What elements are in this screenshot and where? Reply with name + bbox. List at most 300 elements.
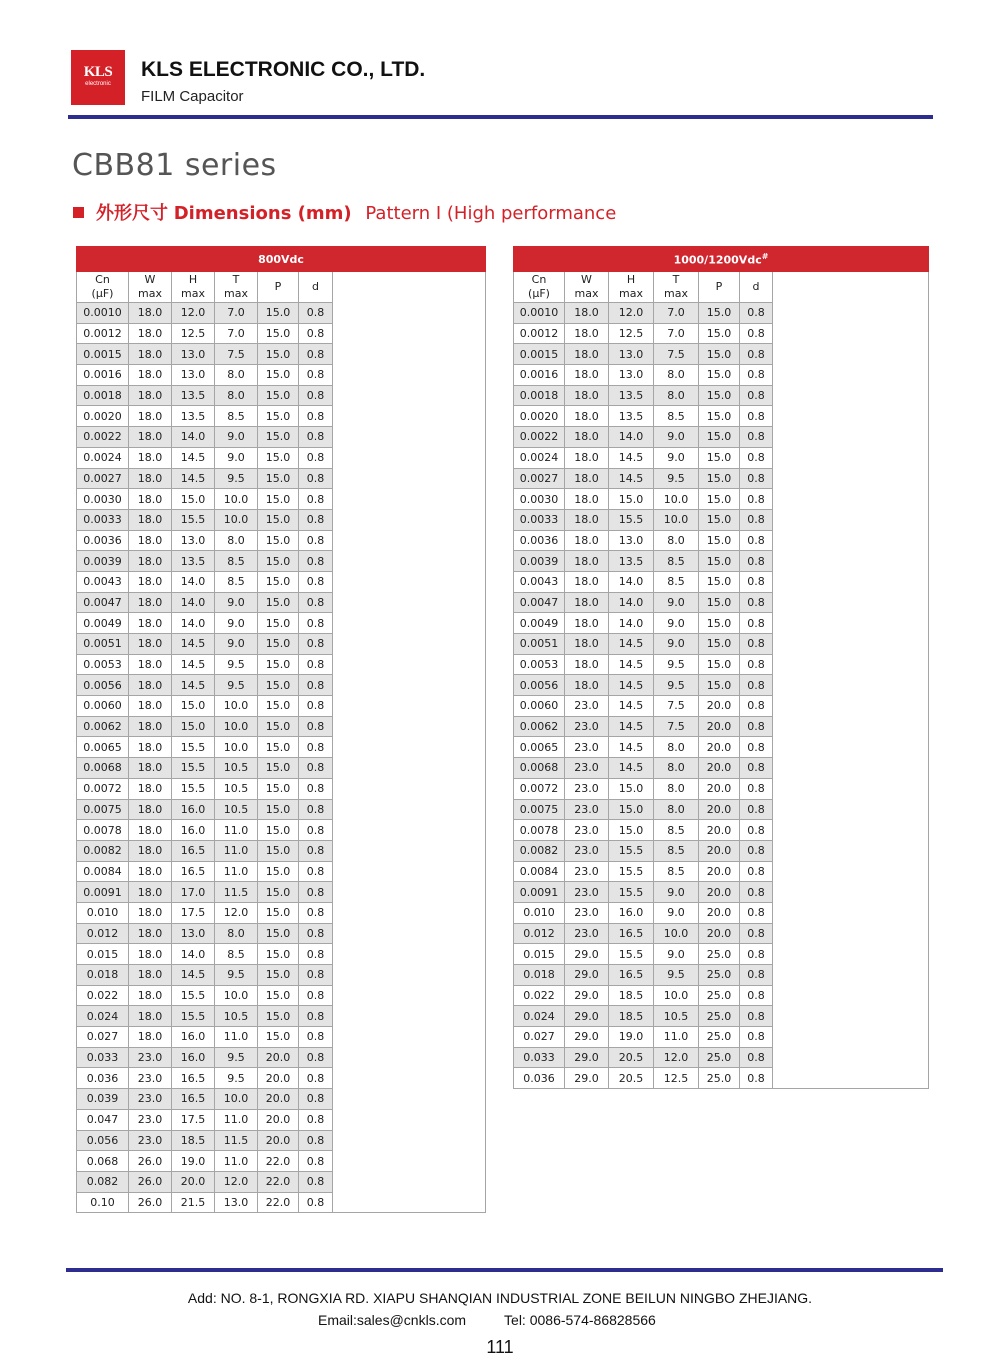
table-cell: 29.0 xyxy=(565,1047,609,1068)
table-cell: 15.0 xyxy=(258,613,299,634)
table-cell: 18.0 xyxy=(129,592,172,613)
table-row xyxy=(77,882,486,903)
blank-cell xyxy=(773,385,929,406)
column-header xyxy=(129,272,172,303)
voltage-header xyxy=(514,247,929,272)
table-cell: 0.010 xyxy=(514,902,565,923)
table-cell: 18.0 xyxy=(129,737,172,758)
table-cell: 25.0 xyxy=(699,1068,740,1089)
table-cell: 8.5 xyxy=(215,406,258,427)
table-cell: 15.0 xyxy=(609,799,654,820)
table-row xyxy=(514,1006,929,1027)
table-cell: 15.0 xyxy=(258,654,299,675)
blank-cell xyxy=(333,571,486,592)
table-cell: 20.0 xyxy=(699,778,740,799)
table-cell: 23.0 xyxy=(565,923,609,944)
table-cell: 25.0 xyxy=(699,944,740,965)
table-cell: 0.8 xyxy=(740,468,773,489)
table-cell: 15.5 xyxy=(172,509,215,530)
table-cell: 16.5 xyxy=(172,1089,215,1110)
table-cell: 25.0 xyxy=(699,965,740,986)
table-cell: 9.0 xyxy=(654,634,699,655)
table-cell: 18.0 xyxy=(565,468,609,489)
table-cell: 0.018 xyxy=(514,965,565,986)
footer-contact xyxy=(318,1312,656,1328)
table-cell: 10.0 xyxy=(215,696,258,717)
table-cell: 17.0 xyxy=(172,882,215,903)
table-row xyxy=(514,861,929,882)
blank-cell xyxy=(773,840,929,861)
table-row xyxy=(77,1109,486,1130)
table-cell: 0.056 xyxy=(77,1130,129,1151)
column-header-line2: max xyxy=(574,287,599,300)
table-cell: 9.0 xyxy=(654,902,699,923)
table-cell: 12.5 xyxy=(609,323,654,344)
section-label-cn: 外形尺寸 xyxy=(96,203,168,224)
table-cell: 0.0075 xyxy=(514,799,565,820)
table-cell: 18.0 xyxy=(129,406,172,427)
table-cell: 14.5 xyxy=(172,634,215,655)
table-row xyxy=(77,820,486,841)
column-header-line1: Cn xyxy=(95,273,110,286)
table-cell: 0.8 xyxy=(740,323,773,344)
column-header-line2: max xyxy=(138,287,162,300)
table-cell: 13.5 xyxy=(609,551,654,572)
table-cell: 14.0 xyxy=(172,592,215,613)
table-cell: 15.0 xyxy=(258,468,299,489)
table-row xyxy=(514,965,929,986)
table-cell: 16.5 xyxy=(609,923,654,944)
table-cell: 20.0 xyxy=(699,758,740,779)
table-cell: 20.0 xyxy=(699,799,740,820)
table-cell: 0.0056 xyxy=(514,675,565,696)
table-cell: 18.0 xyxy=(129,882,172,903)
blank-cell xyxy=(773,902,929,923)
table-cell: 0.8 xyxy=(299,1068,333,1089)
table-cell: 9.0 xyxy=(654,592,699,613)
table-cell: 0.0012 xyxy=(514,323,565,344)
table-cell: 18.0 xyxy=(565,344,609,365)
table-row xyxy=(514,654,929,675)
table-row xyxy=(77,344,486,365)
table-row xyxy=(77,571,486,592)
table-cell: 0.8 xyxy=(299,799,333,820)
table-cell: 0.8 xyxy=(740,799,773,820)
table-cell: 10.5 xyxy=(215,778,258,799)
table-cell: 15.5 xyxy=(609,861,654,882)
table-cell: 18.0 xyxy=(129,778,172,799)
table-cell: 15.0 xyxy=(699,571,740,592)
blank-cell xyxy=(333,1006,486,1027)
table-cell: 18.0 xyxy=(129,613,172,634)
table-cell: 11.5 xyxy=(215,882,258,903)
blank-cell xyxy=(333,385,486,406)
table-cell: 14.0 xyxy=(609,427,654,448)
table-cell: 0.012 xyxy=(77,923,129,944)
blank-cell xyxy=(333,985,486,1006)
table-cell: 18.0 xyxy=(129,427,172,448)
table-cell: 15.0 xyxy=(258,1027,299,1048)
table-cell: 10.0 xyxy=(215,489,258,510)
table-cell: 18.0 xyxy=(565,675,609,696)
table-row xyxy=(514,509,929,530)
blank-cell xyxy=(333,323,486,344)
table-cell: 0.8 xyxy=(299,675,333,696)
blank-cell xyxy=(333,509,486,530)
table-cell: 0.068 xyxy=(77,1151,129,1172)
table-cell: 0.8 xyxy=(299,985,333,1006)
table-cell: 18.0 xyxy=(129,1006,172,1027)
table-cell: 13.0 xyxy=(172,530,215,551)
table-row xyxy=(514,447,929,468)
table-cell: 15.0 xyxy=(258,799,299,820)
blank-cell xyxy=(773,489,929,510)
table-cell: 0.0072 xyxy=(77,778,129,799)
table-cell: 0.0072 xyxy=(514,778,565,799)
table-cell: 0.8 xyxy=(740,882,773,903)
table-cell: 13.5 xyxy=(172,385,215,406)
table-cell: 10.0 xyxy=(654,489,699,510)
table-cell: 18.0 xyxy=(565,634,609,655)
table-cell: 0.8 xyxy=(299,820,333,841)
table-cell: 22.0 xyxy=(258,1171,299,1192)
table-cell: 9.5 xyxy=(654,468,699,489)
blank-cell xyxy=(333,799,486,820)
table-cell: 0.8 xyxy=(740,758,773,779)
table-cell: 18.0 xyxy=(129,385,172,406)
table-cell: 0.0075 xyxy=(77,799,129,820)
table-row xyxy=(514,1068,929,1089)
table-cell: 22.0 xyxy=(258,1151,299,1172)
table-cell: 0.8 xyxy=(740,406,773,427)
table-row xyxy=(77,944,486,965)
table-cell: 15.0 xyxy=(258,882,299,903)
blank-cell xyxy=(333,406,486,427)
table-cell: 10.0 xyxy=(215,716,258,737)
table-cell: 0.0022 xyxy=(77,427,129,448)
table-row xyxy=(77,985,486,1006)
blank-cell xyxy=(773,654,929,675)
table-cell: 8.5 xyxy=(654,406,699,427)
table-cell: 15.0 xyxy=(609,778,654,799)
table-cell: 14.5 xyxy=(172,447,215,468)
table-cell: 0.0030 xyxy=(77,489,129,510)
table-cell: 14.5 xyxy=(609,696,654,717)
table-cell: 9.5 xyxy=(215,468,258,489)
blank-cell xyxy=(333,737,486,758)
table-cell: 10.0 xyxy=(215,737,258,758)
table-cell: 15.5 xyxy=(172,778,215,799)
table-cell: 16.5 xyxy=(172,861,215,882)
table-cell: 0.8 xyxy=(740,489,773,510)
table-cell: 13.0 xyxy=(172,365,215,386)
table-cell: 18.0 xyxy=(129,923,172,944)
table-cell: 0.0082 xyxy=(77,840,129,861)
table-cell: 8.5 xyxy=(215,551,258,572)
table-cell: 18.0 xyxy=(129,902,172,923)
table-cell: 0.0024 xyxy=(514,447,565,468)
blank-cell xyxy=(333,1151,486,1172)
blank-cell xyxy=(333,1192,486,1213)
table-cell: 18.0 xyxy=(129,530,172,551)
table-row xyxy=(514,571,929,592)
table-cell: 0.0015 xyxy=(77,344,129,365)
table-cell: 0.022 xyxy=(77,985,129,1006)
table-cell: 7.0 xyxy=(654,303,699,324)
table-row xyxy=(77,489,486,510)
table-cell: 8.0 xyxy=(654,365,699,386)
table-cell: 23.0 xyxy=(565,758,609,779)
table-cell: 20.0 xyxy=(699,737,740,758)
table-cell: 25.0 xyxy=(699,985,740,1006)
table-cell: 15.0 xyxy=(258,1006,299,1027)
table-row xyxy=(514,468,929,489)
column-header-line1: H xyxy=(188,273,198,286)
table-cell: 15.0 xyxy=(258,634,299,655)
table-cell: 0.8 xyxy=(299,303,333,324)
column-header-line2: (μF) xyxy=(91,287,114,300)
table-cell: 9.0 xyxy=(215,427,258,448)
table-cell: 0.8 xyxy=(740,985,773,1006)
table-cell: 0.8 xyxy=(299,551,333,572)
table-cell: 0.0068 xyxy=(514,758,565,779)
blank-cell xyxy=(773,303,929,324)
company-name: KLS ELECTRONIC CO., LTD. xyxy=(141,58,426,81)
table-cell: 20.0 xyxy=(699,902,740,923)
table-row xyxy=(514,840,929,861)
table-cell: 0.0049 xyxy=(77,613,129,634)
table-cell: 9.5 xyxy=(654,675,699,696)
table-row xyxy=(514,344,929,365)
table-cell: 8.5 xyxy=(654,820,699,841)
table-row xyxy=(514,758,929,779)
column-header-line1: W xyxy=(581,273,592,286)
table-cell: 7.5 xyxy=(654,344,699,365)
table-row xyxy=(514,551,929,572)
blank-cell xyxy=(773,1027,929,1048)
product-category: FILM Capacitor xyxy=(141,88,244,105)
table-row xyxy=(514,882,929,903)
table-row xyxy=(514,944,929,965)
table-cell: 9.0 xyxy=(215,592,258,613)
table-row xyxy=(514,406,929,427)
table-cell: 0.8 xyxy=(740,303,773,324)
table-cell: 14.0 xyxy=(172,613,215,634)
voltage-label: 1000/1200Vdc xyxy=(673,253,762,267)
table-cell: 15.0 xyxy=(699,551,740,572)
table-cell: 18.0 xyxy=(565,447,609,468)
table-row xyxy=(77,406,486,427)
table-cell: 0.0078 xyxy=(77,820,129,841)
blank-cell xyxy=(773,447,929,468)
blank-cell xyxy=(773,861,929,882)
table-cell: 15.0 xyxy=(699,323,740,344)
voltage-header: 800Vdc xyxy=(77,247,486,272)
table-cell: 18.0 xyxy=(129,985,172,1006)
table-cell: 0.8 xyxy=(740,571,773,592)
table-cell: 0.8 xyxy=(740,1027,773,1048)
blank-cell xyxy=(773,737,929,758)
table-row xyxy=(77,530,486,551)
table-cell: 15.0 xyxy=(699,406,740,427)
blank-cell xyxy=(333,634,486,655)
table-cell: 12.0 xyxy=(215,1171,258,1192)
table-cell: 0.8 xyxy=(299,923,333,944)
table-cell: 15.0 xyxy=(699,447,740,468)
column-header-line2: (μF) xyxy=(528,287,550,300)
table-cell: 14.5 xyxy=(172,965,215,986)
table-cell: 15.0 xyxy=(258,365,299,386)
blank-cell xyxy=(773,365,929,386)
table-cell: 0.036 xyxy=(77,1068,129,1089)
table-row xyxy=(77,1089,486,1110)
column-header xyxy=(172,272,215,303)
table-cell: 15.0 xyxy=(258,427,299,448)
table-cell: 15.0 xyxy=(258,716,299,737)
table-cell: 8.5 xyxy=(654,571,699,592)
table-cell: 0.0030 xyxy=(514,489,565,510)
table-cell: 0.8 xyxy=(299,758,333,779)
table-cell: 0.0047 xyxy=(77,592,129,613)
table-cell: 14.5 xyxy=(609,758,654,779)
table-cell: 16.0 xyxy=(172,1047,215,1068)
table-cell: 0.8 xyxy=(740,385,773,406)
blank-cell xyxy=(333,1109,486,1130)
table-cell: 29.0 xyxy=(565,985,609,1006)
column-header-line2: max xyxy=(619,287,643,300)
table-cell: 0.8 xyxy=(299,489,333,510)
table-row xyxy=(514,675,929,696)
blank-cell xyxy=(333,675,486,696)
table-cell: 0.0051 xyxy=(77,634,129,655)
table-cell: 0.8 xyxy=(299,1089,333,1110)
table-cell: 0.8 xyxy=(740,696,773,717)
table-cell: 0.8 xyxy=(299,654,333,675)
table-cell: 0.8 xyxy=(299,1130,333,1151)
table-cell: 0.8 xyxy=(299,902,333,923)
table-cell: 19.0 xyxy=(172,1151,215,1172)
table-row xyxy=(514,778,929,799)
blank-cell xyxy=(333,840,486,861)
table-cell: 7.0 xyxy=(654,323,699,344)
table-cell: 18.0 xyxy=(129,365,172,386)
table-cell: 13.0 xyxy=(172,344,215,365)
table-1000-1200vdc xyxy=(513,246,929,1089)
table-cell: 9.0 xyxy=(654,427,699,448)
table-cell: 9.0 xyxy=(654,613,699,634)
blank-cell xyxy=(773,468,929,489)
table-cell: 8.0 xyxy=(654,799,699,820)
page-title: CBB81 series xyxy=(72,148,277,183)
table-cell: 9.5 xyxy=(215,654,258,675)
table-cell: 12.0 xyxy=(609,303,654,324)
blank-cell xyxy=(773,758,929,779)
table-cell: 16.5 xyxy=(609,965,654,986)
table-cell: 18.5 xyxy=(609,1006,654,1027)
table-cell: 9.5 xyxy=(215,965,258,986)
logo-subtext: electronic xyxy=(85,81,111,87)
table-cell: 0.0027 xyxy=(514,468,565,489)
table-cell: 26.0 xyxy=(129,1192,172,1213)
table-cell: 0.8 xyxy=(299,965,333,986)
table-cell: 0.8 xyxy=(299,385,333,406)
table-row xyxy=(77,1047,486,1068)
table-cell: 15.0 xyxy=(258,323,299,344)
table-cell: 0.8 xyxy=(299,571,333,592)
page-number: 111 xyxy=(486,1337,514,1357)
blank-cell xyxy=(333,551,486,572)
table-cell: 15.0 xyxy=(258,944,299,965)
blank-cell xyxy=(333,882,486,903)
table-cell: 14.5 xyxy=(172,468,215,489)
table-cell: 15.5 xyxy=(172,1006,215,1027)
table-cell: 10.5 xyxy=(215,799,258,820)
table-cell: 16.5 xyxy=(172,1068,215,1089)
table-cell: 0.036 xyxy=(514,1068,565,1089)
table-cell: 0.8 xyxy=(299,468,333,489)
table-cell: 20.0 xyxy=(699,696,740,717)
table-cell: 9.0 xyxy=(215,613,258,634)
table-cell: 14.0 xyxy=(172,571,215,592)
table-cell: 18.0 xyxy=(129,696,172,717)
table-cell: 10.5 xyxy=(215,1006,258,1027)
column-header-line1: T xyxy=(672,273,680,286)
table-cell: 0.0053 xyxy=(514,654,565,675)
table-cell: 0.8 xyxy=(299,1151,333,1172)
table-cell: 20.0 xyxy=(258,1109,299,1130)
table-row xyxy=(77,696,486,717)
table-cell: 15.0 xyxy=(699,427,740,448)
table-cell: 29.0 xyxy=(565,1006,609,1027)
table-cell: 18.5 xyxy=(172,1130,215,1151)
table-cell: 8.0 xyxy=(215,365,258,386)
table-cell: 0.0091 xyxy=(514,882,565,903)
column-header xyxy=(740,272,773,303)
table-cell: 7.5 xyxy=(215,344,258,365)
table-cell: 16.0 xyxy=(609,902,654,923)
table-cell: 15.0 xyxy=(258,696,299,717)
table-cell: 15.0 xyxy=(258,861,299,882)
table-cell: 9.5 xyxy=(654,965,699,986)
table-row xyxy=(514,427,929,448)
table-cell: 15.0 xyxy=(258,675,299,696)
table-cell: 0.0049 xyxy=(514,613,565,634)
table-cell: 18.0 xyxy=(129,344,172,365)
table-cell: 0.8 xyxy=(299,696,333,717)
table-cell: 9.0 xyxy=(215,634,258,655)
table-cell: 0.0051 xyxy=(514,634,565,655)
column-header-line1: H xyxy=(626,273,636,286)
table-cell: 15.0 xyxy=(258,840,299,861)
blank-cell xyxy=(333,716,486,737)
table-cell: 0.8 xyxy=(740,861,773,882)
table-cell: 15.5 xyxy=(609,840,654,861)
blank-cell xyxy=(333,427,486,448)
table-cell: 18.0 xyxy=(565,592,609,613)
table-cell: 7.5 xyxy=(654,696,699,717)
column-header xyxy=(215,272,258,303)
table-cell: 8.0 xyxy=(654,778,699,799)
table-cell: 15.0 xyxy=(258,447,299,468)
table-cell: 9.0 xyxy=(654,882,699,903)
column-header-line1: P xyxy=(274,280,282,293)
blank-cell xyxy=(333,902,486,923)
table-cell: 23.0 xyxy=(129,1130,172,1151)
blank-cell xyxy=(333,965,486,986)
table-cell: 0.0047 xyxy=(514,592,565,613)
table-cell: 14.5 xyxy=(609,737,654,758)
blank-cell xyxy=(333,468,486,489)
